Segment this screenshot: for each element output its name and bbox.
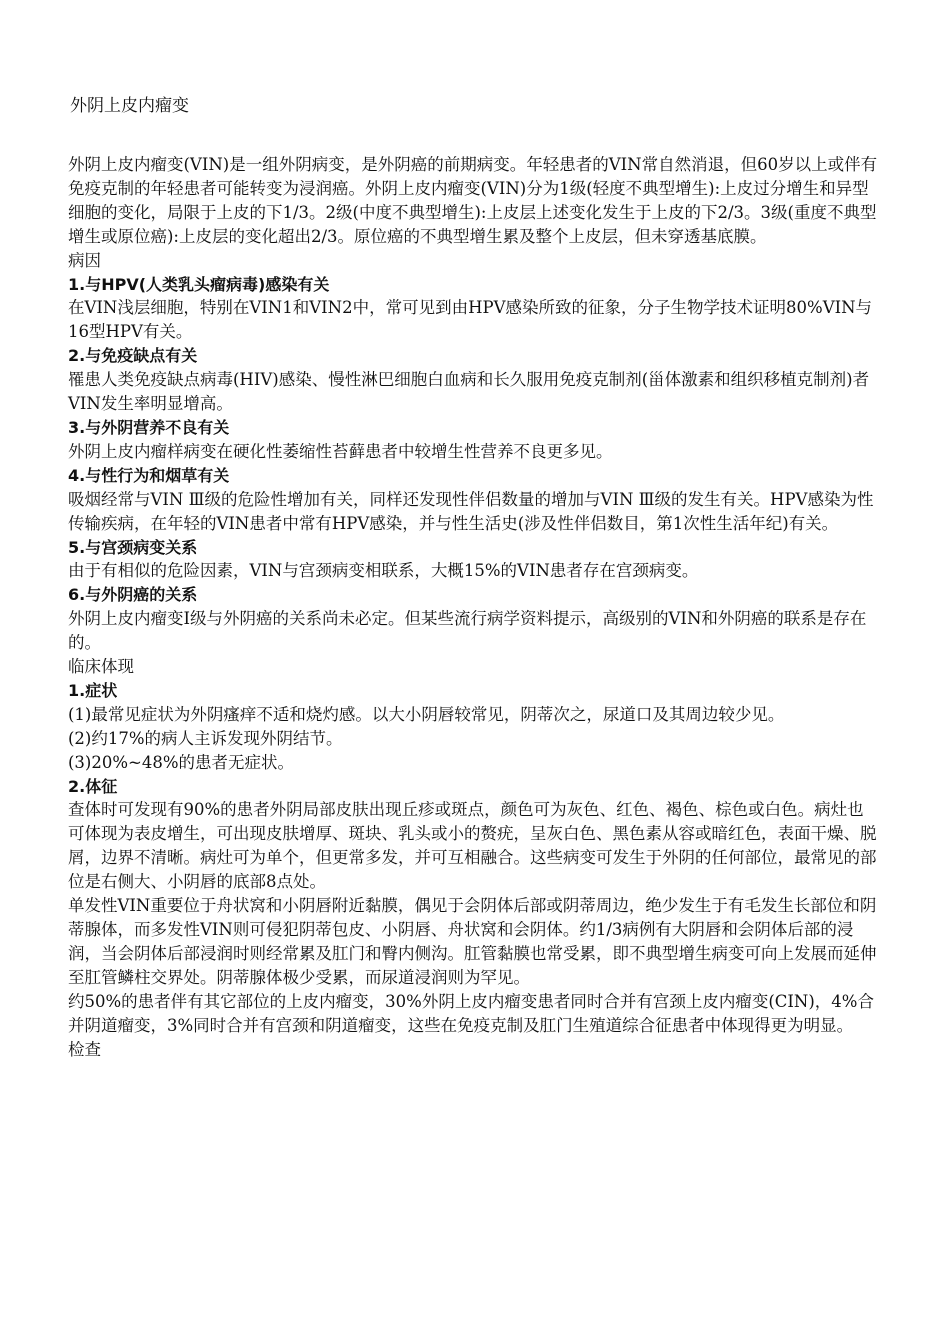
- etiology-heading-5: 5.与宫颈病变关系: [68, 537, 198, 557]
- clinical-heading-signs: 2.体征: [68, 776, 118, 796]
- section-heading-clinical: 临床体现: [68, 657, 134, 677]
- symptom-item-3: (3)20%~48%的患者无症状。: [68, 752, 295, 772]
- etiology-paragraph-2: 罹患人类免疫缺点病毒(HIV)感染、慢性淋巴细胞白血病和长久服用免疫克制剂(甾体激素和组织移植克制剂)者VIN发生率明显增高。: [68, 370, 870, 414]
- etiology-paragraph-1: 在VIN浅层细胞，特别在VIN1和VIN2中，常可见到由HPV感染所致的征象，分子生物学技术证明80%VIN与16型HPV有关。: [68, 298, 873, 342]
- signs-paragraph-1: 查体时可发现有90%的患者外阴局部皮肤出现丘疹或斑点，颜色可为灰色、红色、褐色、棕色或白色。病灶也可体现为表皮增生，可出现皮肤增厚、斑块、乳头或小的赘疣，呈灰白色、黑色素从容或暗红色，表面干燥、脱屑，边界不清晰。病灶可为单个，但更常多发，并可互相融合。这些病变可发生于外阴的任何部位，最常见的部位是右侧大、小阴唇的底部8点处。: [68, 800, 877, 892]
- etiology-heading-1: 1.与HPV(人类乳头瘤病毒)感染有关: [68, 274, 330, 294]
- signs-paragraph-2: 单发性VIN重要位于舟状窝和小阴唇附近黏膜，偶见于会阴体后部或阴蒂周边，绝少发生于有毛发生长部位和阴蒂腺体，而多发性VIN则可侵犯阴蒂包皮、小阴唇、舟状窝和会阴体。约1/3病例有大阴唇和会阴体后部的浸润，当会阴体后部浸润时则经常累及肛门和臀内侧沟。肛管黏膜也常受累，即不典型增生病变可向上发展而延伸至肛管鳞柱交界处。阴蒂腺体极少受累，而尿道浸润则为罕见。: [68, 896, 877, 987]
- signs-paragraph-3: 约50%的患者伴有其它部位的上皮内瘤变，30%外阴上皮内瘤变患者同时合并有宫颈上皮内瘤变(CIN)，4%合并阴道瘤变，3%同时合并有宫颈和阴道瘤变，这些在免疫克制及肛门生殖道综合征患者中体现得更为明显。: [68, 991, 874, 1035]
- etiology-paragraph-5: 由于有相似的危险因素，VIN与宫颈病变相联系，大概15%的VIN患者存在宫颈病变。: [68, 561, 699, 581]
- etiology-paragraph-4: 吸烟经常与VIN Ⅲ级的危险性增加有关，同样还发现性伴侣数量的增加与VIN Ⅲ级的发生有关。HPV感染为性传输疾病，在年轻的VIN患者中常有HPV感染，并与性生活史(涉及性伴侣数目，第1次性生活年纪)有关。: [68, 489, 874, 533]
- intro-paragraph: 外阴上皮内瘤变(VIN)是一组外阴病变，是外阴癌的前期病变。年轻患者的VIN常自然消退，但60岁以上或伴有免疫克制的年轻患者可能转变为浸润癌。外阴上皮内瘤变(VIN)分为1级(轻度不典型增生):上皮过分增生和异型细胞的变化，局限于上皮的下1/3。2级(中度不典型增生):上皮层上述变化发生于上皮的下2/3。3级(重度不典型增生或原位癌):上皮层的变化超出2/3。原位癌的不典型增生累及整个上皮层，但未穿透基底膜。: [68, 155, 878, 246]
- etiology-heading-4: 4.与性行为和烟草有关: [68, 465, 230, 485]
- symptom-item-2: (2)约17%的病人主诉发现外阴结节。: [68, 728, 343, 748]
- etiology-paragraph-6: 外阴上皮内瘤变Ⅰ级与外阴癌的关系尚未必定。但某些流行病学资料提示，高级别的VIN和外阴癌的联系是存在的。: [68, 609, 867, 653]
- symptom-item-1: (1)最常见症状为外阴瘙痒不适和烧灼感。以大小阴唇较常见，阴蒂次之，尿道口及其周边较少见。: [68, 704, 785, 724]
- clinical-heading-symptoms: 1.症状: [68, 680, 118, 700]
- etiology-paragraph-3: 外阴上皮内瘤样病变在硬化性萎缩性苔藓患者中较增生性营养不良更多见。: [68, 441, 613, 461]
- etiology-heading-2: 2.与免疫缺点有关: [68, 346, 198, 366]
- section-heading-etiology: 病因: [68, 250, 101, 270]
- etiology-heading-3: 3.与外阴营养不良有关: [68, 417, 230, 437]
- section-heading-exam: 检查: [68, 1039, 101, 1059]
- etiology-heading-6: 6.与外阴癌的关系: [68, 585, 198, 605]
- document-title: 外阴上皮内瘤变: [70, 96, 189, 116]
- document-body: [68, 153, 880, 1061]
